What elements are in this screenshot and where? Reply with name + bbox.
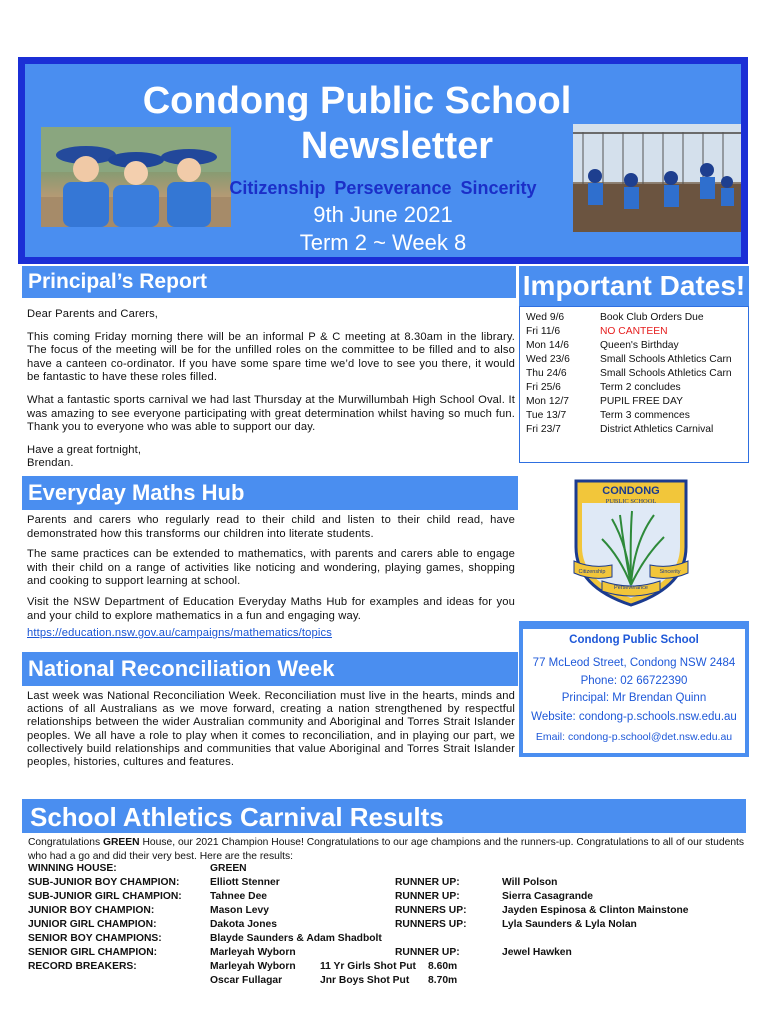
result-category: JUNIOR BOY CHAMPION:: [28, 905, 155, 916]
term-week: Term 2 ~ Week 8: [299, 230, 467, 255]
newsletter-title-line2: Newsletter: [300, 125, 494, 167]
principal-closing: Have a great fortnight,: [27, 443, 142, 456]
contact-phone: Phone: 02 66722390: [580, 675, 688, 687]
result-winner: Mason Levy: [210, 905, 269, 916]
result-winner: Dakota Jones: [210, 919, 277, 930]
result-category: JUNIOR GIRL CHAMPION:: [28, 919, 157, 930]
event-cell: NO CANTEEN: [600, 326, 668, 337]
reconciliation-heading: National Reconciliation Week: [22, 652, 518, 686]
maths-hub-body: [27, 514, 515, 641]
important-dates-list: [519, 306, 749, 463]
date-cell: Wed 9/6: [526, 312, 565, 323]
contact-website[interactable]: Website: condong-p.schools.nsw.edu.au: [531, 711, 737, 723]
record-mark: 8.60m: [428, 961, 458, 972]
school-contact-panel: [523, 629, 745, 753]
event-cell: Term 3 commences: [600, 410, 690, 421]
date-cell: Fri 11/6: [526, 326, 561, 337]
result-winner: Elliott Stenner: [210, 877, 280, 888]
date-cell: Mon 12/7: [526, 396, 569, 407]
result-runner-up-label: RUNNER UP:: [395, 877, 460, 888]
principal-report-heading: Principal’s Report: [22, 266, 516, 298]
school-crest-logo: [572, 477, 690, 609]
result-runner-up-label: RUNNERS UP:: [395, 919, 467, 930]
reconciliation-body: [27, 690, 515, 778]
event-cell: Queen's Birthday: [600, 340, 679, 351]
result-category: SENIOR BOY CHAMPIONS:: [28, 933, 162, 944]
intro-text-start: Congratulations: [28, 837, 103, 848]
principal-paragraph-1: This coming Friday morning there will be an informal P & C meeting at 8.30am in the library. The focus of the meeting will be for the unfilled roles on the committee to be filled and to also have a canteen co-ordinator. If you have some spare time we’d love to see you there, it would be fantastic to have these roles filled.: [27, 330, 515, 384]
school-motto: Citizenship Perseverance Sincerity: [229, 178, 537, 198]
result-winner: GREEN: [210, 863, 247, 874]
contact-email[interactable]: Email: condong-p.school@det.nsw.edu.au: [535, 731, 733, 743]
athletics-heading: School Athletics Carnival Results: [22, 799, 746, 833]
issue-date: 9th June 2021: [313, 202, 453, 227]
masthead: [18, 57, 748, 264]
event-cell: Small Schools Athletics Carn: [600, 368, 732, 379]
maths-paragraph-3: Visit the NSW Department of Education Everyday Maths Hub for examples and ideas for you and your child to explore mathematics in a fun and engaging way.: [27, 595, 515, 622]
event-cell: Small Schools Athletics Carn: [600, 354, 732, 365]
crest-top-text: CONDONG: [602, 485, 660, 497]
result-category: SUB-JUNIOR BOY CHAMPION:: [28, 877, 180, 888]
result-runner-up-label: RUNNERS UP:: [395, 905, 467, 916]
records-label: RECORD BREAKERS:: [28, 961, 137, 972]
maths-hub-link[interactable]: https://education.nsw.gov.au/campaigns/mathematics/topics: [27, 627, 332, 640]
maths-paragraph-2: The same practices can be extended to mathematics, with parents and carers able to engage with their child on a range of activities like noticing and wondering, playing games, shopping and cooking to support learning at school.: [27, 548, 515, 588]
masthead-panel: [25, 64, 741, 257]
maths-hub-heading: Everyday Maths Hub: [22, 476, 518, 510]
record-event: 11 Yr Girls Shot Put: [320, 961, 416, 972]
principal-signature: Brendan.: [27, 457, 74, 470]
athletics-intro: [28, 836, 748, 863]
result-runner-up: Will Polson: [502, 877, 558, 888]
intro-green-house: GREEN: [102, 837, 140, 848]
reconciliation-paragraph: Last week was National Reconciliation Week. Reconciliation must live in the hearts, minds and actions of all Australians as we move forward, creating a nation strengthened by respectful relationships between the wider Australian community and Aboriginal and Torres Strait Islander peoples. We all have a role to play when it comes to reconciliation, and in playing our part, we collectively build relationships and communities that value Aboriginal and Torres Strait Islander peoples, histories, cultures and features.: [27, 690, 515, 769]
record-event: Jnr Boys Shot Put: [320, 975, 410, 986]
record-holder: Marleyah Wyborn: [210, 961, 296, 972]
newsletter-title-line1: Condong Public School: [142, 80, 572, 122]
maths-paragraph-1: Parents and carers who regularly read to their child and listen to their child read, have demonstrated how this transforms our children into literate students.: [27, 514, 515, 540]
contact-address: 77 McLeod Street, Condong NSW 2484: [532, 657, 736, 669]
school-contact-box: [519, 621, 749, 757]
result-winner: Marleyah Wyborn: [210, 947, 296, 958]
result-runner-up-label: RUNNER UP:: [395, 891, 460, 902]
date-cell: Fri 25/6: [526, 382, 561, 393]
intro-text-end: House, our 2021 Champion House! Congratulations to our age champions and the runners-up. Congratulations to all of our students who had a go and did their very best. Here are the results:: [28, 837, 745, 862]
date-cell: Mon 14/6: [526, 340, 569, 351]
crest-sincerity-text: Sincerity: [659, 569, 681, 575]
principal-paragraph-2: What a fantastic sports carnival we had last Thursday at the Murwillumbah High School Oval. It was amazing to see everyone participating with great determination whilst having so much fun. Thank you to everyone who was able to support our day.: [27, 393, 515, 434]
principal-greeting: Dear Parents and Carers,: [27, 308, 159, 320]
event-cell: Term 2 concludes: [600, 382, 681, 393]
event-cell: PUPIL FREE DAY: [600, 396, 683, 407]
principal-report-body: [27, 308, 515, 471]
important-dates-heading: Important Dates!: [519, 266, 749, 306]
date-cell: Tue 13/7: [526, 410, 567, 421]
result-runner-up: Jayden Espinosa & Clinton Mainstone: [502, 905, 689, 916]
crest-sub-text: PUBLIC SCHOOL: [605, 498, 657, 505]
record-holder: Oscar Fullagar: [210, 975, 283, 986]
result-category: SENIOR GIRL CHAMPION:: [28, 947, 158, 958]
event-cell: Book Club Orders Due: [600, 312, 704, 323]
result-winner: Blayde Saunders & Adam Shadbolt: [210, 933, 382, 944]
record-mark: 8.70m: [428, 975, 458, 986]
event-cell: District Athletics Carnival: [600, 424, 714, 435]
date-cell: Thu 24/6: [526, 368, 567, 379]
crest-perseverance-text: Perseverance: [614, 585, 648, 591]
contact-principal: Principal: Mr Brendan Quinn: [561, 692, 707, 704]
school-crest-graphic: [572, 477, 690, 609]
result-runner-up: Jewel Hawken: [502, 947, 572, 958]
result-category: WINNING HOUSE:: [28, 863, 117, 874]
result-runner-up: Sierra Casagrande: [502, 891, 594, 902]
result-runner-up-label: RUNNER UP:: [395, 947, 460, 958]
date-cell: Fri 23/7: [526, 424, 561, 435]
result-category: SUB-JUNIOR GIRL CHAMPION:: [28, 891, 182, 902]
crest-citizenship-text: Citizenship: [578, 569, 606, 575]
result-runner-up: Lyla Saunders & Lyla Nolan: [502, 919, 637, 930]
contact-school-name: Condong Public School: [569, 634, 699, 646]
result-winner: Tahnee Dee: [210, 891, 268, 902]
date-cell: Wed 23/6: [526, 354, 570, 365]
